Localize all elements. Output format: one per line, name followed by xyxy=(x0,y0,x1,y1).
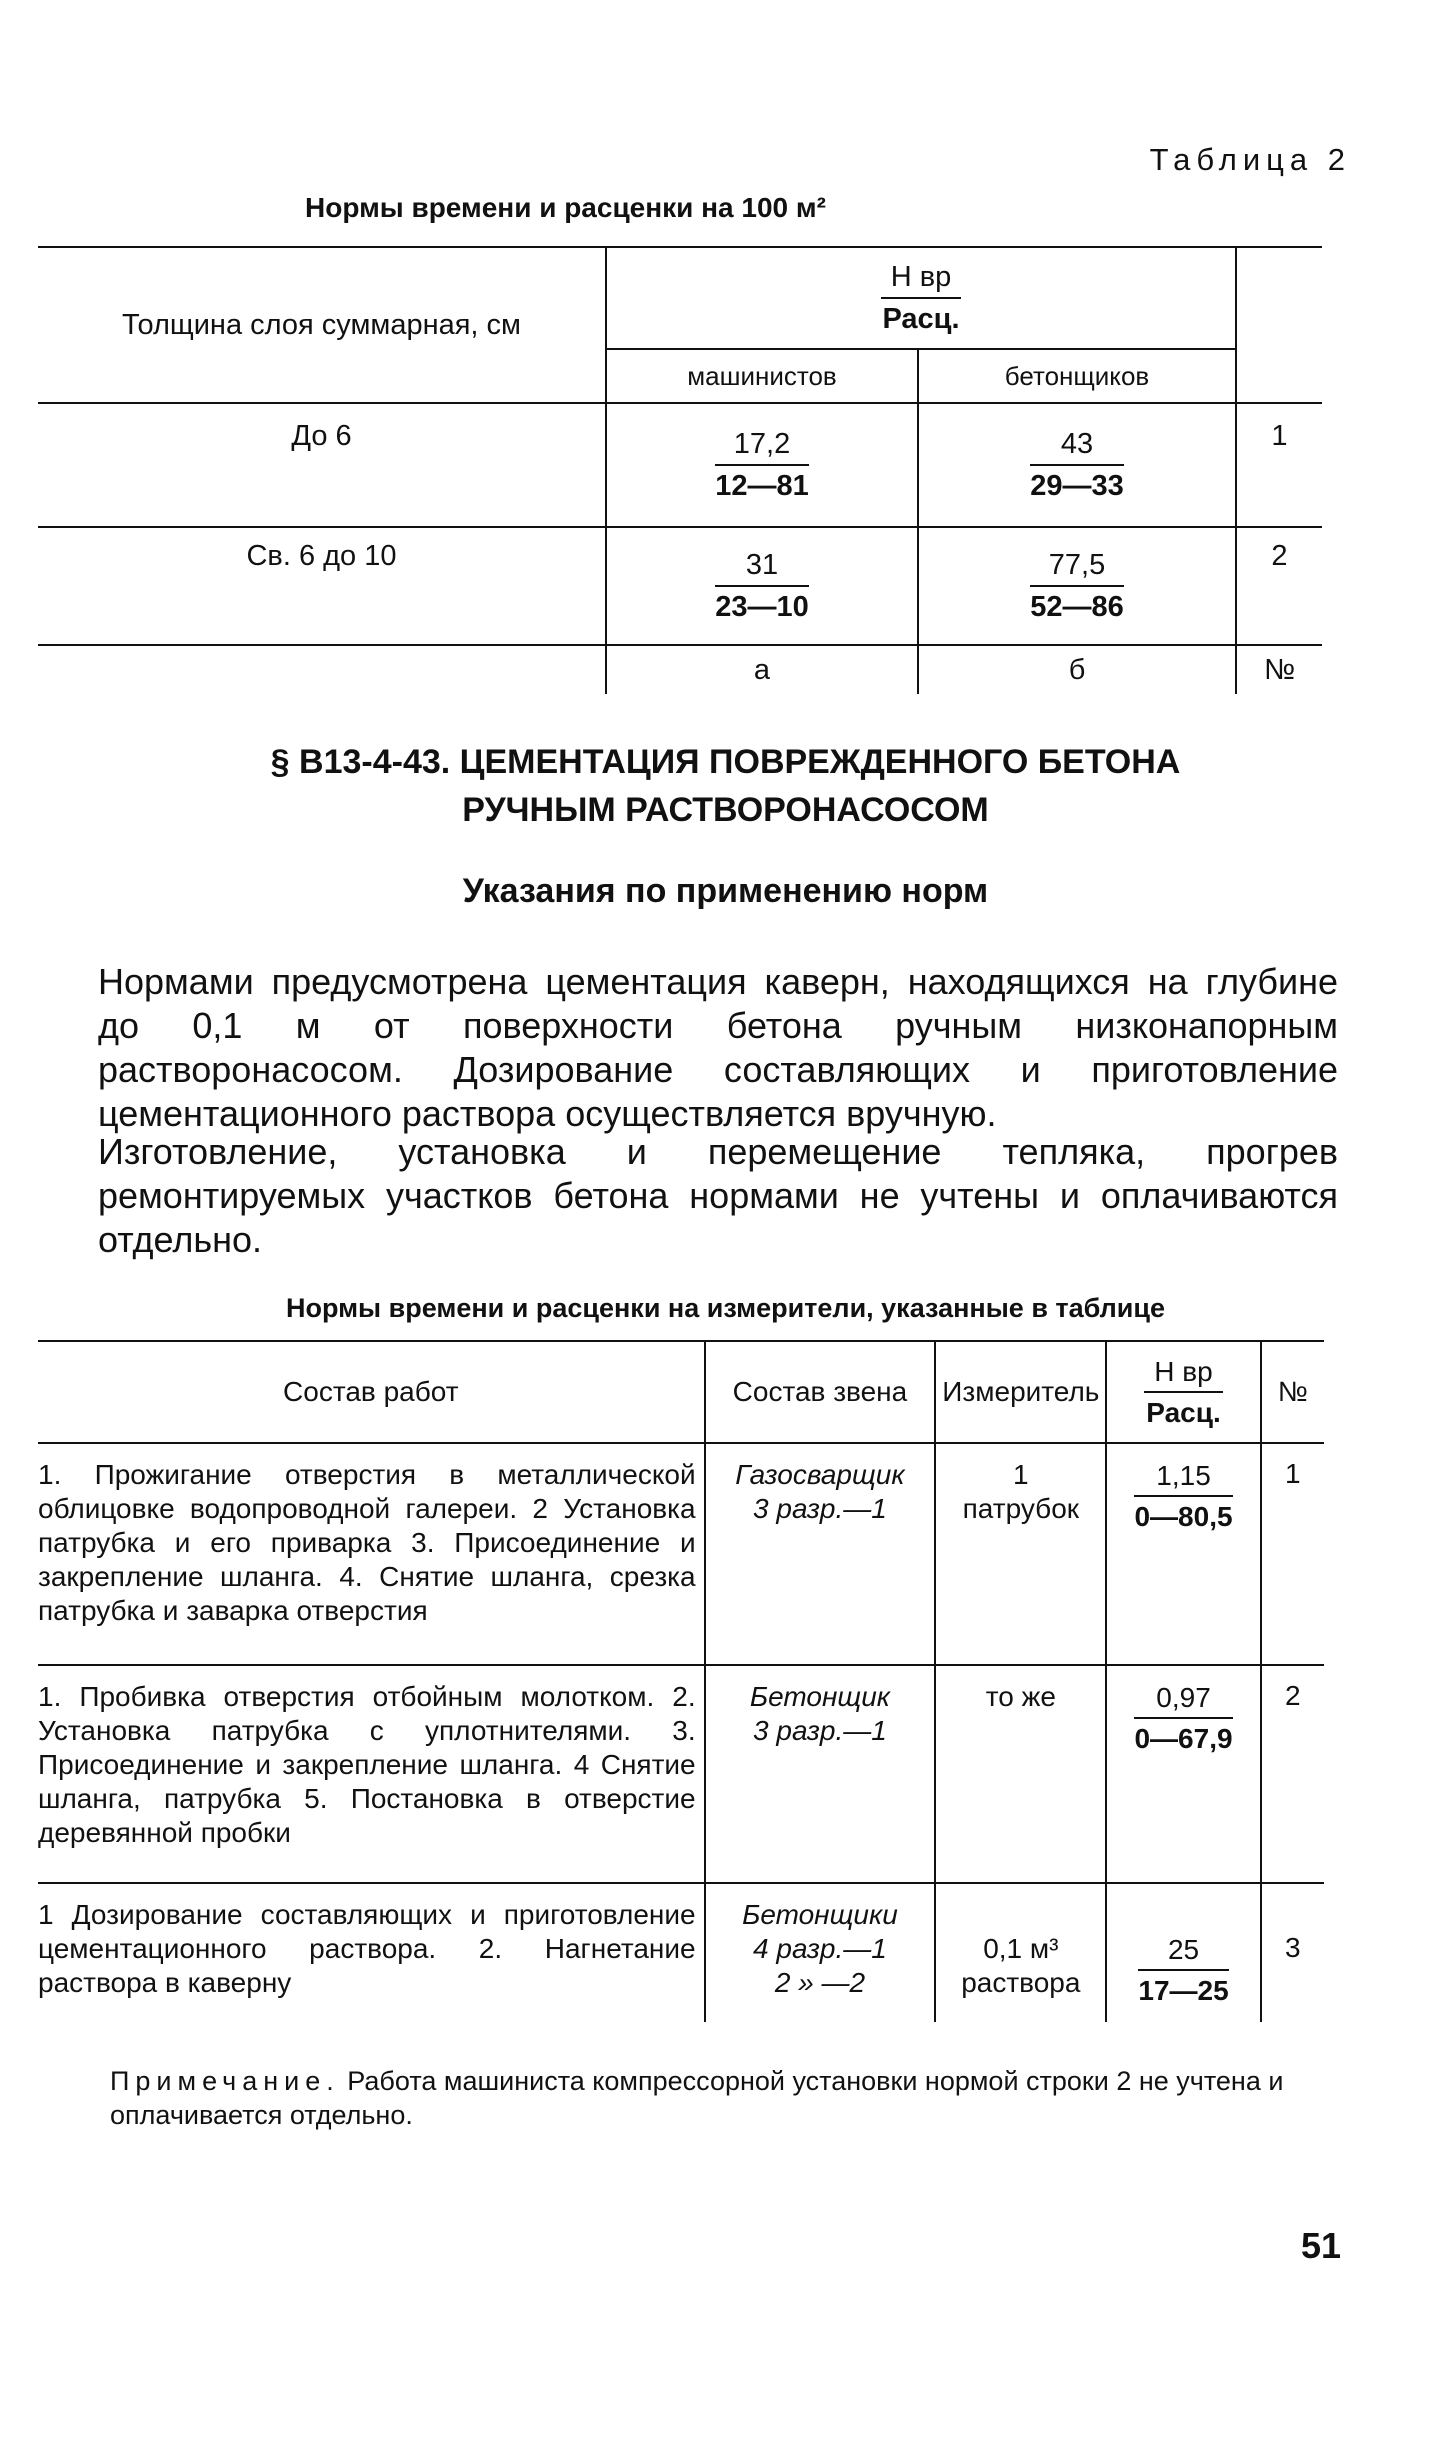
header-no: № xyxy=(1261,1341,1324,1443)
table-footer-row xyxy=(38,645,1322,694)
header-hvr: Н вр xyxy=(881,259,962,299)
value-den: 52—86 xyxy=(1030,591,1124,623)
table-caption: Нормы времени и расценки на 100 м² xyxy=(305,192,826,223)
work-norms-table xyxy=(38,1340,1324,2022)
footer-no: № xyxy=(1236,645,1322,694)
section-title xyxy=(0,738,1451,834)
header-crew: Состав звена xyxy=(705,1341,936,1443)
value-num: 0,97 xyxy=(1134,1680,1232,1719)
value-num: 25 xyxy=(1138,1932,1228,1971)
cell-b xyxy=(918,403,1236,527)
cell-b xyxy=(918,527,1236,645)
paragraph-2: Изготовление, установка и перемещение тепляка, прогрев ремонтируемых участков бетона нормами не учтены и оплачиваются отдельно. xyxy=(98,1131,1338,1260)
value-num: 77,5 xyxy=(1030,547,1124,587)
row-number: 2 xyxy=(1261,1665,1324,1883)
footer-b: б xyxy=(918,645,1236,694)
header-measure: Измеритель xyxy=(935,1341,1106,1443)
crew-cell xyxy=(705,1883,936,2022)
row-number: 2 xyxy=(1236,527,1322,645)
paragraph-1: Нормами предусмотрена цементация каверн, находящихся на глубине до 0,1 м от поверхности бетона ручным низконапорным растворонасосом. Дозирование составляющих и приготовление цементационного раствора осуществляется вручную. xyxy=(98,961,1338,1134)
norms-table xyxy=(38,246,1322,694)
header-work: Состав работ xyxy=(38,1341,705,1443)
header-machinists: машинистов xyxy=(606,349,918,403)
value-den: 12—81 xyxy=(715,470,809,502)
crew-name: Бетонщики xyxy=(742,1899,898,1930)
row-number: 3 xyxy=(1261,1883,1324,2022)
value-den: 0—67,9 xyxy=(1134,1723,1233,1754)
section-title-line2: РУЧНЫМ РАСТВОРОНАСОСОМ xyxy=(462,791,989,829)
section-subtitle: Указания по применению норм xyxy=(462,872,989,910)
value-den: 17—25 xyxy=(1138,1975,1229,2006)
measure-cell: 0,1 м³ раствора xyxy=(935,1883,1106,2022)
page-number: 51 xyxy=(1300,2225,1341,2266)
work-description: 1. Прожигание отверстия в металлической облицовке водопроводной галереи. 2 Установка патрубка и его приварка 3. Присоединение и закрепление шланга. 4. Снятие шланга, срезка патрубка и заварка отверстия xyxy=(38,1443,705,1665)
value-num: 1,15 xyxy=(1134,1458,1232,1497)
crew-grade: 3 разр.—1 xyxy=(753,1715,887,1746)
value-den: 23—10 xyxy=(715,591,809,623)
crew-name: Бетонщик xyxy=(749,1681,890,1712)
norm-cell xyxy=(1106,1665,1260,1883)
header-rasc: Расц. xyxy=(1146,1397,1221,1428)
header-norm xyxy=(606,247,1236,349)
measure-cell: 1 патрубок xyxy=(935,1443,1106,1665)
header-empty xyxy=(1236,247,1322,403)
crew-cell xyxy=(705,1665,936,1883)
work-description: 1 Дозирование составляющих и приготовление цементационного раствора. 2. Нагнетание раствора в каверну xyxy=(38,1899,696,1998)
cell-a xyxy=(606,527,918,645)
footer-a: а xyxy=(606,645,918,694)
note-label: Примечание. xyxy=(110,2066,340,2096)
table-row xyxy=(38,527,1322,645)
footnote xyxy=(110,2064,1330,2132)
section-title-line1: § В13-4-43. ЦЕМЕНТАЦИЯ ПОВРЕЖДЕННОГО БЕТОНА xyxy=(270,743,1181,781)
header-thickness: Толщина слоя суммарная, см xyxy=(38,247,606,403)
row-label: До 6 xyxy=(291,420,352,452)
work-description: 1. Пробивка отверстия отбойным молотком. 2. Установка патрубка с уплотнителями. 3. Присоединение и закрепление шланга. 4 Снятие шланга, патрубка 5. Постановка в отверстие деревянной пробки xyxy=(38,1665,705,1883)
cell-a xyxy=(606,403,918,527)
value-num: 31 xyxy=(715,547,809,587)
norm-cell xyxy=(1106,1443,1260,1665)
header-norm xyxy=(1106,1341,1260,1443)
header-hvr: Н вр xyxy=(1144,1354,1222,1393)
crew-cell xyxy=(705,1443,936,1665)
value-den: 29—33 xyxy=(1030,470,1124,502)
value-num: 17,2 xyxy=(715,426,809,466)
table-row xyxy=(38,1883,1324,2022)
header-rasc: Расц. xyxy=(882,303,960,335)
table-row xyxy=(38,1665,1324,1883)
header-concrete-workers: бетонщиков xyxy=(918,349,1236,403)
crew-name: Газосварщик xyxy=(735,1459,905,1490)
value-den: 0—80,5 xyxy=(1134,1501,1233,1532)
measure-cell: то же xyxy=(935,1665,1106,1883)
table-row xyxy=(38,1443,1324,1665)
row-label: Св. 6 до 10 xyxy=(246,540,397,572)
crew-grade: 2 » —2 xyxy=(774,1967,866,1998)
norm-cell xyxy=(1106,1883,1260,2022)
crew-grade: 4 разр.—1 xyxy=(753,1933,887,1964)
note-text: Работа машиниста компрессорной установки нормой строки 2 не учтена и оплачивается отдельно. xyxy=(110,2066,1284,2130)
row-number: 1 xyxy=(1236,403,1322,527)
table-label: Таблица 2 xyxy=(1149,142,1351,177)
value-num: 43 xyxy=(1030,426,1124,466)
table2-caption: Нормы времени и расценки на измерители, указанные в таблице xyxy=(285,1293,1166,1323)
table-row xyxy=(38,403,1322,527)
crew-grade: 3 разр.—1 xyxy=(753,1493,887,1524)
row-number: 1 xyxy=(1261,1443,1324,1665)
